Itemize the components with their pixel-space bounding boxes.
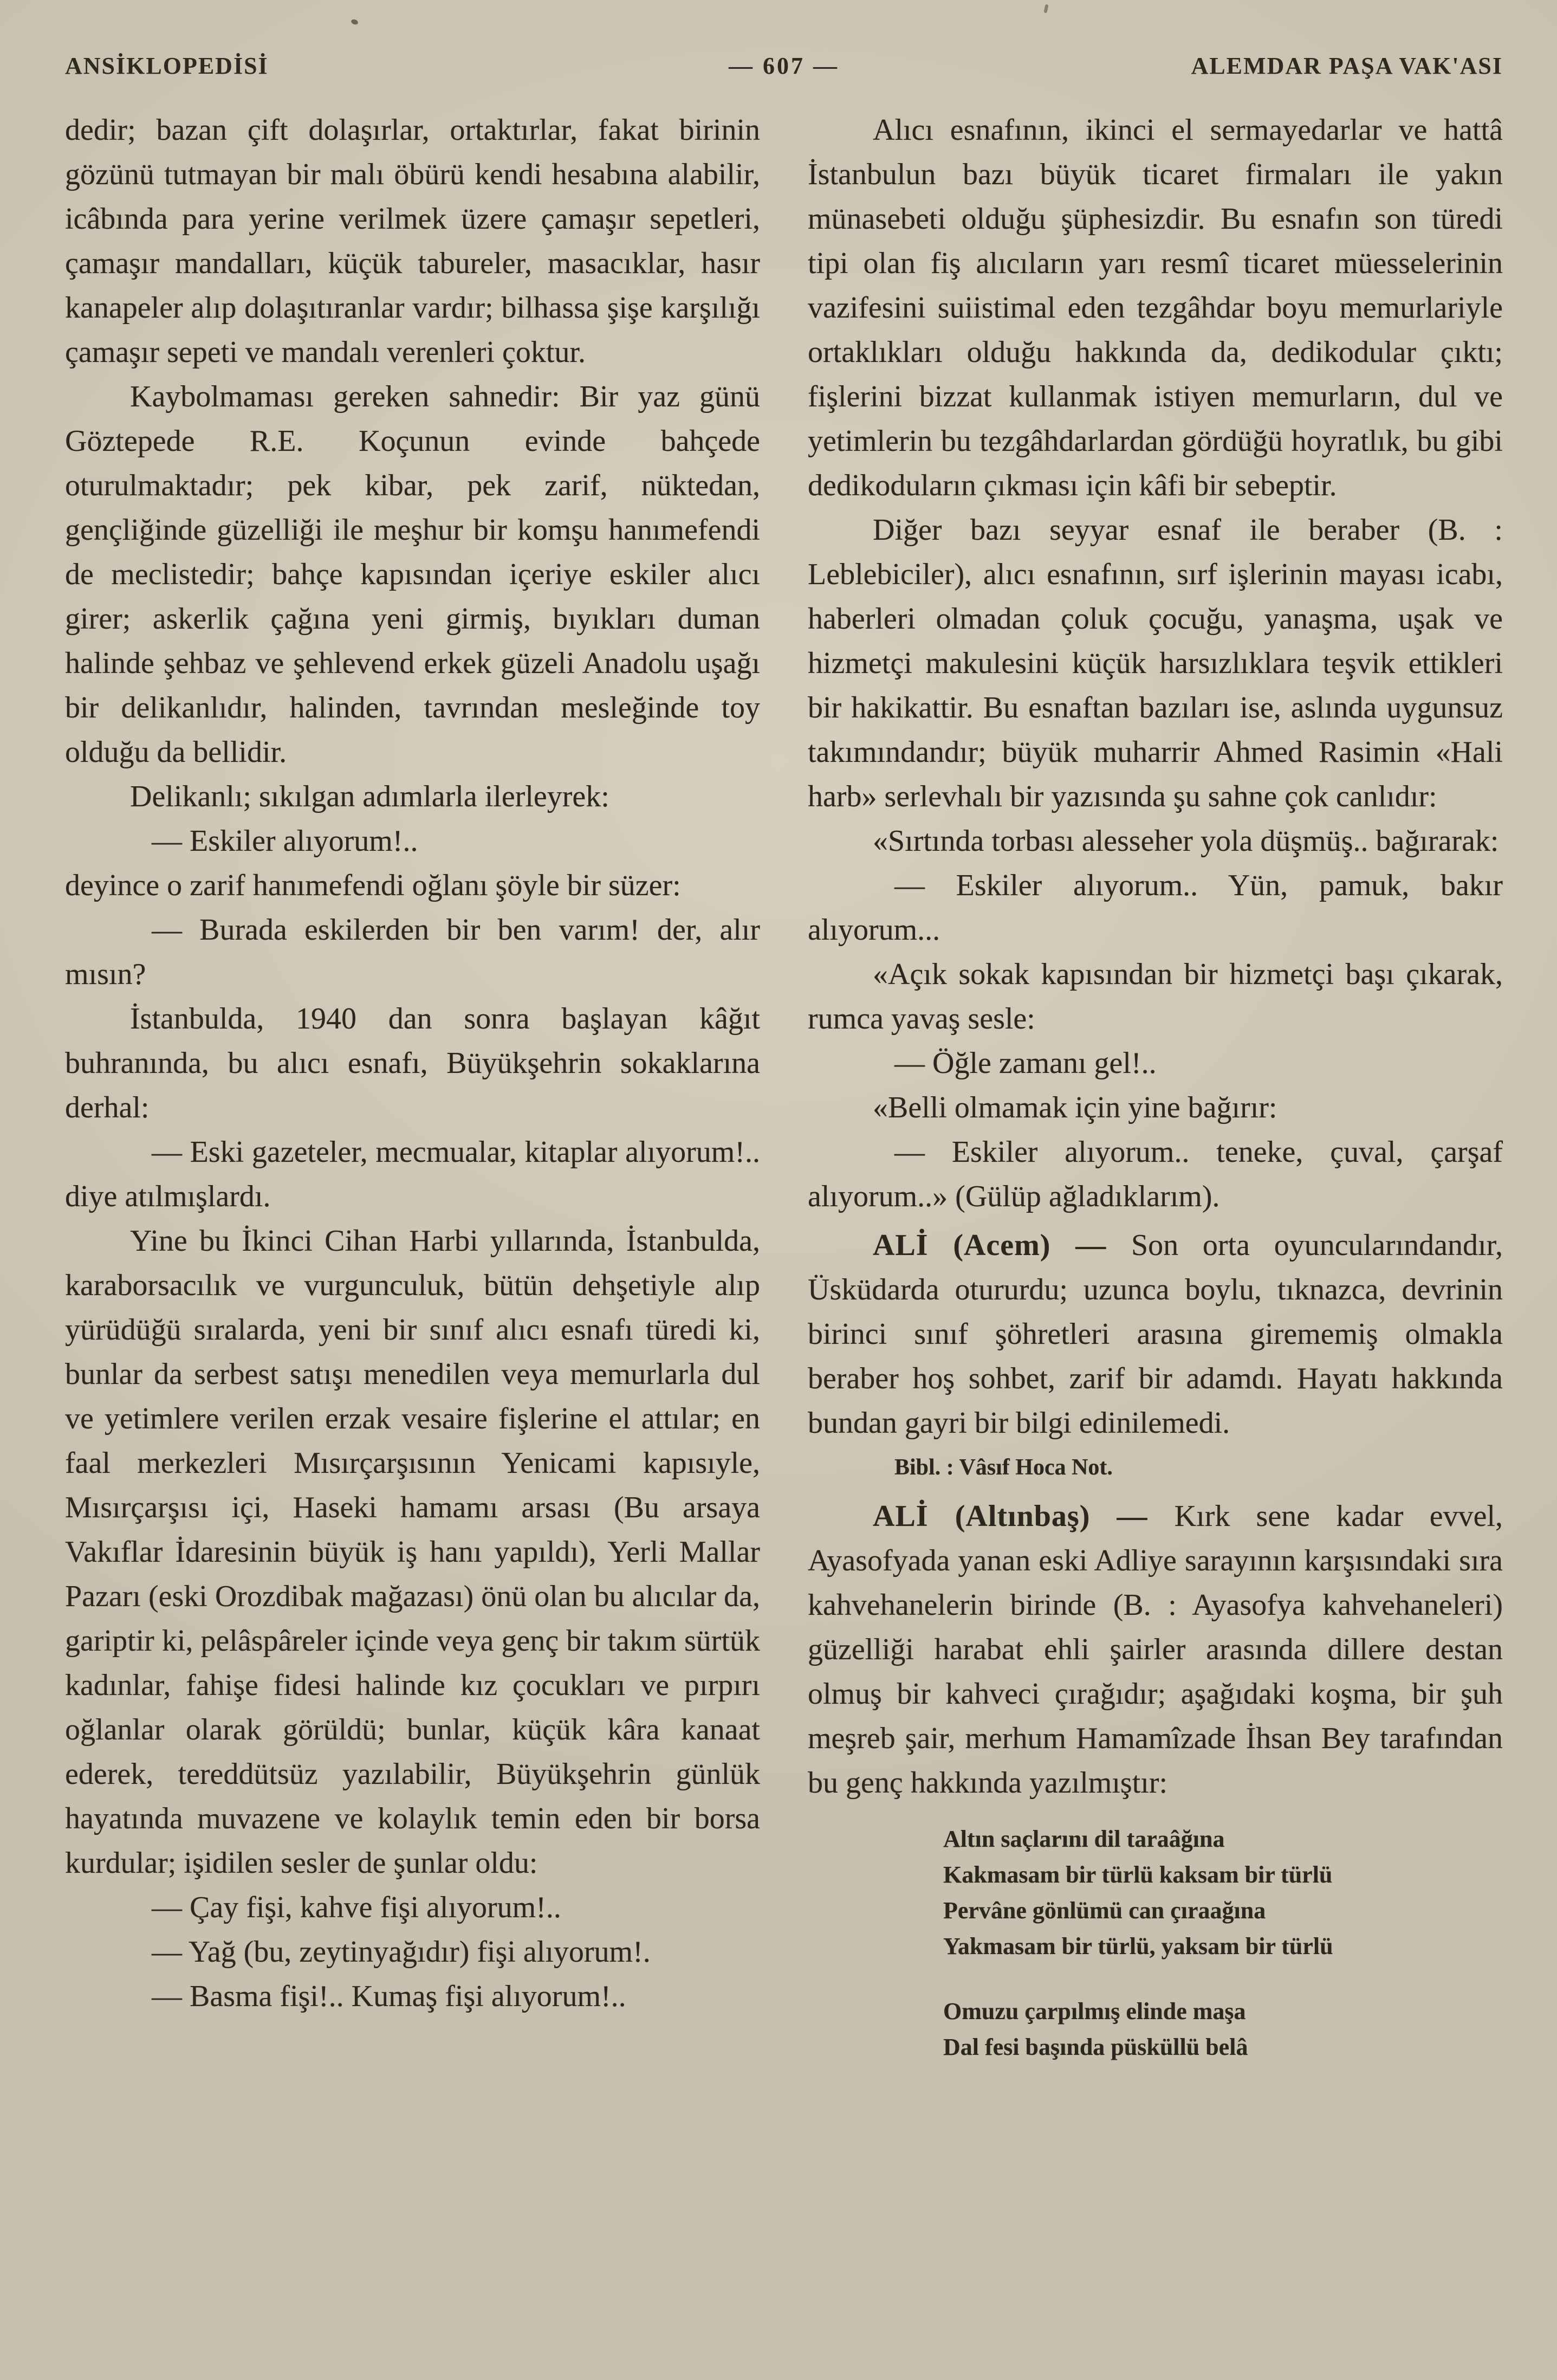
dialogue-line: — Eskiler alıyorum.. teneke, çuval, çarşaf alıyorum..» (Gülüp ağladıklarım). [808, 1135, 1503, 1213]
poem-line: Dal fesi başında püsküllü belâ [943, 2034, 1248, 2060]
entry-headword: ALİ (Altınbaş) — [873, 1499, 1175, 1533]
entry-paragraph: ALİ (Acem) — Son orta oyuncularındandır, Üsküdarda otururdu; uzunca boylu, tıknazca, devrinin birinci sınıf şöhretleri arasına girememiş olmakla beraber hoş sohbet, zarif bir adamdı. Hayatı hakkında bundan gayri bir bilgi edinilemedi. [808, 1228, 1503, 1440]
dialogue-line: — Çay fişi, kahve fişi alıyorum!.. [152, 1891, 561, 1924]
entry-headword: ALİ (Acem) — [873, 1228, 1131, 1262]
paragraph: İstanbulda, 1940 dan sonra başlayan kâğıt buhranında, bu alıcı esnafı, Büyükşehrin sokaklarına derhal: [65, 1002, 760, 1124]
dialogue-line: — Basma fişi!.. Kumaş fişi alıyorum!.. [152, 1980, 626, 2013]
right-column [808, 108, 1503, 2079]
paragraph: deyince o zarif hanımefendi oğlanı şöyle bir süzer: [65, 869, 681, 902]
paragraph: «Belli olmamak için yine bağırır: [873, 1091, 1277, 1124]
dialogue-line: — Eskiler alıyorum!.. [152, 824, 418, 858]
scan-speck [351, 18, 359, 25]
paragraph: dedir; bazan çift dolaşırlar, ortaktırlar, fakat birinin gözünü tutmayan bir malı öbürü kendi hesabına alabilir, icâbında para yerine verilmek üzere çamaşır sepetleri, çamaşır mandalları, küçük tabureler, masacıklar, hasır kanapeler alıp dolaşıtıranlar vardır; bilhassa şişe karşılığı çamaşır sepeti ve mandalı verenleri çoktur. [65, 113, 760, 369]
poem-line: Altın saçlarını dil taraâğına [943, 1826, 1225, 1852]
page-number: — 607 — [729, 53, 839, 79]
paragraph: «Açık sokak kapısından bir hizmetçi başı çıkarak, rumca yavaş sesle: [808, 958, 1503, 1036]
paragraph: Kaybolmaması gereken sahnedir: Bir yaz günü Göztepede R.E. Koçunun evinde bahçede oturulmaktadır; pek kibar, pek zarif, nüktedan, gençliğinde güzelliği ile meşhur bir komşu hanımefendi de meclistedir; bahçe kapısından içeriye eskiler alıcı girer; askerlik çağına yeni girmiş, bıyıkları duman halinde şehbaz ve şehlevend erkek güzeli Anadolu uşağı bir delikanlıdır, halinden, tavrından mesleğinde toy olduğu da bellidir. [65, 380, 760, 769]
entry-paragraph: ALİ (Altınbaş) — Kırk sene kadar evvel, Ayasofyada yanan eski Adliye sarayının karşısındaki sıra kahvehanelerin birinde (B. : Ayasofya kahvehaneleri) güzelliği harabat ehli şairler arasında dillere destan olmuş bir kahveci çırağıdır; aşağıdaki koşma, bir şuh meşreb şair, merhum Hamamîzade İhsan Bey tarafından bu genç hakkında yazılmıştır: [808, 1499, 1503, 1800]
poem-line: Pervâne gönlümü can çıraağına [943, 1897, 1266, 1924]
scan-speck [1043, 4, 1048, 14]
poem-line: Kakmasam bir türlü kaksam bir türlü [943, 1861, 1333, 1888]
dialogue-line: — Burada eskilerden bir ben varım! der, alır mısın? [65, 913, 760, 991]
paragraph: Yine bu İkinci Cihan Harbi yıllarında, İstanbulda, karaborsacılık ve vurgunculuk, bütün dehşetiyle alıp yürüdüğü sıralarda, yeni bir sınıf alıcı esnafı türedi ki, bunlar da serbest satışı menedilen veya memurlarla dul ve yetimlere verilen erzak vesaire fişlerine el attılar; en faal merkezleri Mısırçarşısının Yenicami kapısıyle, Mısırçarşısı içi, Haseki hamamı arsası (Bu arsaya Vakıflar İdaresinin büyük iş hanı yapıldı), Yerli Mallar Pazarı (eski Orozdibak mağazası) önü olan bu alıcılar da, gariptir ki, pelâspâreler içinde veya genç bir takım sürtük kadınlar, fahişe fidesi halinde kız çocukları ve pırpırı oğlanlar olarak görüldü; bunlar, küçük kâra kanaat ederek, tereddütsüz yazılabilir, Büyükşehrin günlük hayatında muvazene ve kolaylık temin eden bir borsa kurdular; işidilen sesler de şunlar oldu: [65, 1224, 760, 1880]
paragraph: Alıcı esnafının, ikinci el sermayedarlar ve hattâ İstanbulun bazı büyük ticaret firmaları ile yakın münasebeti olduğu şüphesizdir. Bu esnafın son türedi tipi olan fiş alıcıların yarı resmî ticaret müesselerinin vazifesini suiistimal eden tezgâhdar boyu memurlariyle ortaklıkları olduğu hakkında da, dedikodular çıktı; fişlerini bizzat kullanmak istiyen memurların, dul ve yetimlerin bu tezgâhdarlardan gördüğü hoyratlık, bu gibi dedikoduların çıkması için kâfi bir sebeptir. [808, 113, 1503, 502]
dialogue-line: — Eskiler alıyorum.. Yün, pamuk, bakır alıyorum... [808, 869, 1503, 947]
dialogue-line: — Yağ (bu, zeytinyağıdır) fişi alıyorum!. [152, 1935, 651, 1969]
poem-stanza [943, 1994, 1503, 2065]
poem-stanza [943, 1821, 1503, 1964]
text-columns [65, 108, 1503, 2079]
poem-line: Yakmasam bir türlü, yaksam bir türlü [943, 1933, 1333, 1959]
paragraph: «Sırtında torbası alesseher yola düşmüş.. bağırarak: [873, 824, 1499, 858]
dialogue-line: — Eski gazeteler, mecmualar, kitaplar alıyorum!.. diye atılmışlardı. [65, 1135, 760, 1213]
left-column [65, 108, 760, 2079]
poem-line: Omuzu çarpılmış elinde maşa [943, 1998, 1246, 2025]
running-title-right: ALEMDAR PAŞA VAK'ASI [1191, 53, 1503, 79]
page-header [65, 52, 1503, 80]
paragraph: Delikanlı; sıkılgan adımlarla ilerleyrek: [130, 780, 609, 813]
running-title-left: ANSİKLOPEDİSİ [65, 53, 269, 79]
bibliography-note: Bibl. : Vâsıf Hoca Not. [894, 1455, 1113, 1480]
paragraph: Diğer bazı seyyar esnaf ile beraber (B. : Leblebiciler), alıcı esnafının, sırf işlerinin mayası icabı, haberleri olmadan çoluk çocuğu, yanaşma, uşak ve hizmetçi makulesini küçük harsızlıklara teşvik ettikleri bir hakikattir. Bu esnaftan bazıları ise, aslında uygunsuz takımındandır; büyük muharrir Ahmed Rasimin «Hali harb» serlevhalı bir yazısında şu sahne çok canlıdır: [808, 513, 1503, 813]
dialogue-line: — Öğle zamanı gel!.. [894, 1046, 1157, 1080]
